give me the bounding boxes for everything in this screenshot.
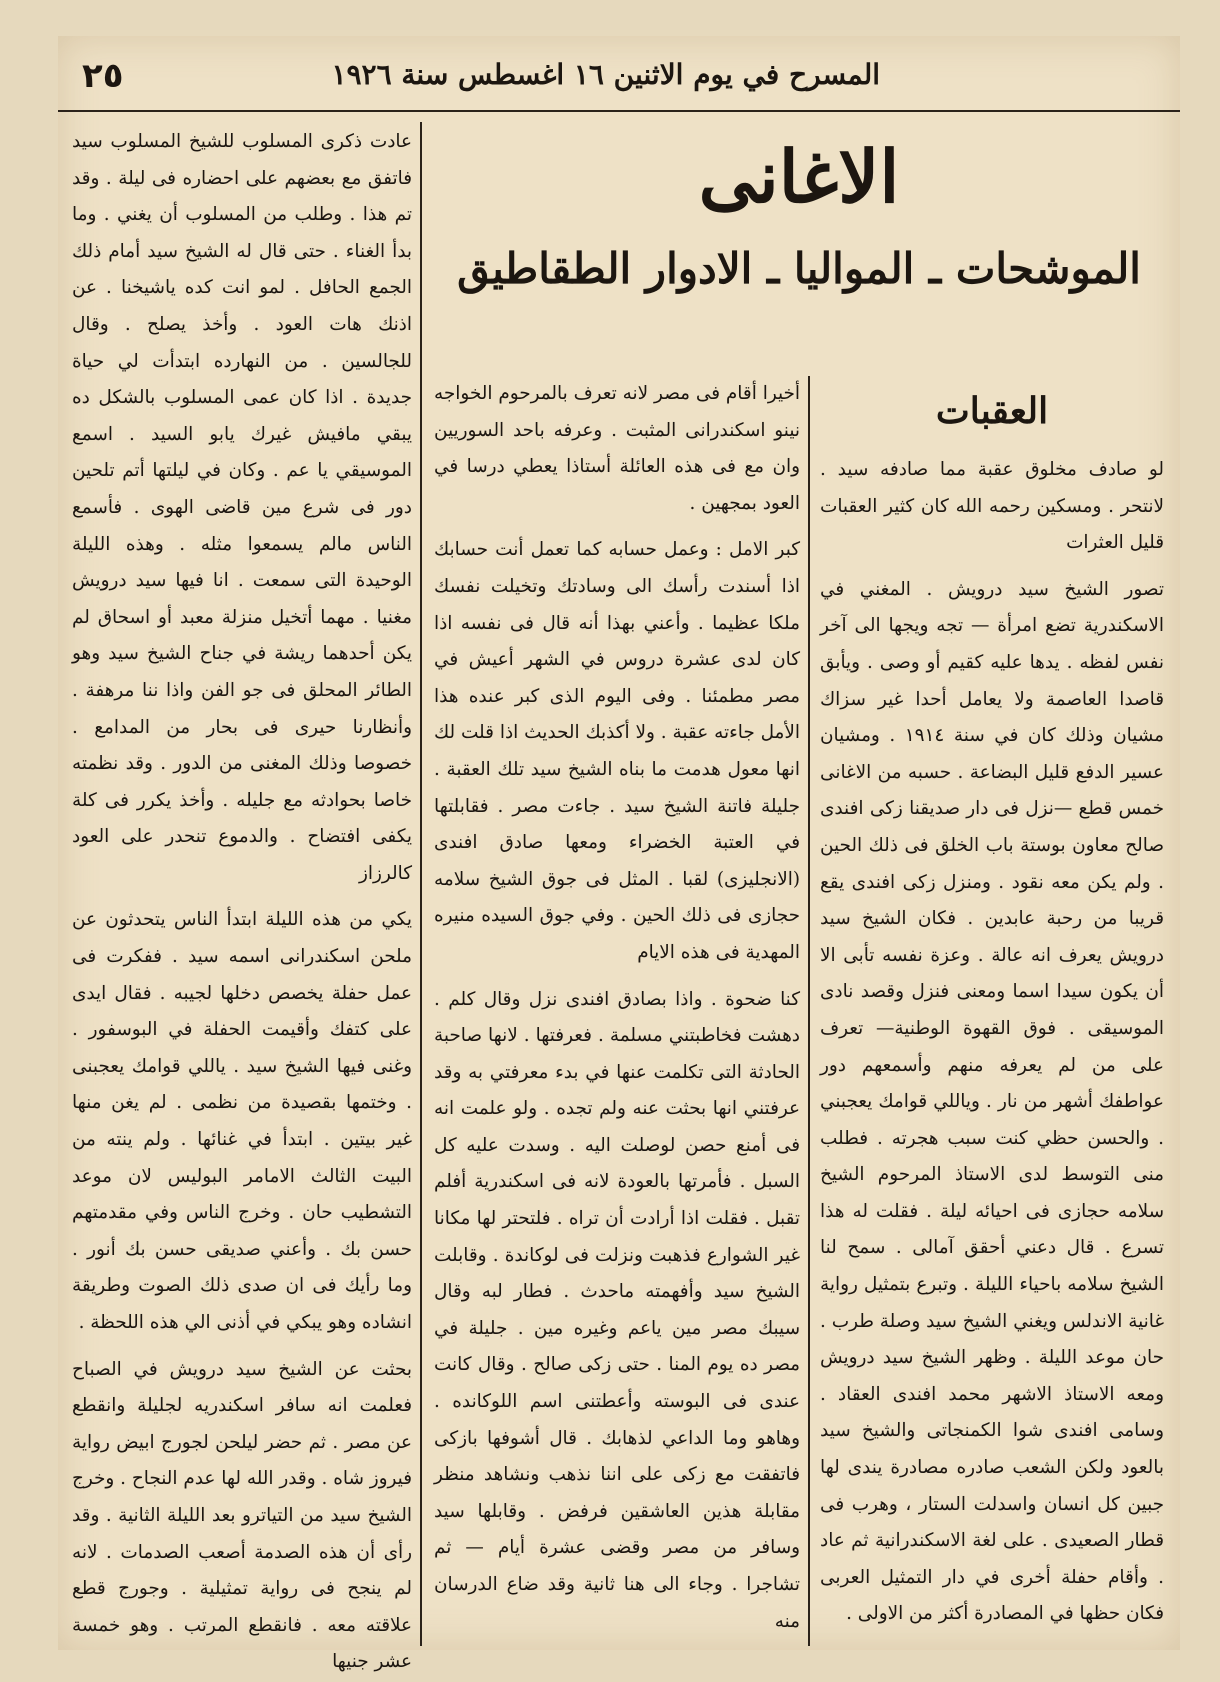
column-divider [808, 376, 810, 1646]
running-head: المسرح في يوم الاثنين ١٦ اغسطس سنة ١٩٢٦ [331, 58, 880, 91]
page-number: ٢٥ [82, 56, 124, 96]
section-heading: العقبات [935, 390, 1049, 432]
paragraph: كنا ضحوة . واذا بصادق افندى نزل وقال كلم . دهشت فخاطبتني مسلمة . فعرفتها . لانها صاحبة الحادثة التى تكلمت عنها في بدء معرفتي به وقد عرفتني انها بحثت عنه ولم تجده . ولو علمت انه فى أمنع حصن لوصلت اليه . وسدت عليه كل السبل . فأمرتها بالعودة لانه فى اسكندرية أفلم تقبل . فقلت اذا أرادت أن تراه . فلتحتر لها مكانا غير الشوارع فذهبت ونزلت فى لوكاندة . وقابلت الشيخ سيد وأفهمته ماحدث . فطار لبه وقال سيبك مصر مين ياعم وغيره مين . جليلة في مصر ده يوم المنا . حتى زكى صالح . وقال كانت عندى فى البوسته وأعطتنى اسم اللوكانده . وهاهو وما الداعي لذهابك . قال أشوفها بازكى فاتفقت مع زكى على اننا نذهب ونشاهد منظر مقابلة هذين العاشقين فرفض . وقابلها سيد وسافر من مصر وقضى عشرة أيام — ثم تشاجرا . وجاء الى هنا ثانية وقد ضاع الدرسان منه [434, 988, 800, 1632]
paragraph: عادت ذكرى المسلوب للشيخ المسلوب سيد فاتفق مع بعضهم على احضاره فى ليلة . وقد تم هذا . وطلب من المسلوب أن يغني . وما بدأ الغناء . حتى قال له الشيخ سيد أمام ذلك الجمع الحافل . لمو انت كده ياشيخنا . عن اذنك هات العود . وأخذ يصلح . وقال للجالسين . من النهارده ابتدأت لي حياة جديدة . اذا كان عمى المسلوب بالشكل ده يبقي مافيش غيرك يابو السيد . اسمع الموسيقي يا عم . وكان في ليلتها أتم تلحين دور فى شرع مين قاضى الهوى . فأسمع الناس مالم يسمعوا مثله . وهذه الليلة الوحيدة التى سمعت . انا فيها سيد درويش مغنيا . مهما أتخيل منزلة معبد أو اسحاق لم يكن أحدهما ريشة في جناح الشيخ سيد وهو الطائر المحلق فى جو الفن واذا ننا مرهفة . وأنظارنا حيرى فى بحار من المدامع . خصوصا وذلك المغنى من الدور . وقد نظمته خاصا بحوادثه مع جليله . وأخذ يكرر فى كلة يكفى افتضاح . والدموع تنحدر على العود كالرزاز [72, 131, 412, 884]
article-title: الاغانى [698, 134, 900, 219]
paragraph: كبر الامل : وعمل حسابه كما تعمل أنت حسابك اذا أسندت رأسك الى وسادتك وتخيلت نفسك ملكا عظيما . وأعني بهذا أنه قال فى نفسه اذا كان لدى عشرة دروس في الشهر أعيش في مصر مطمئنا . وفى اليوم الذى كبر عنده هذا الأمل جاءته عقبة . ولا أكذبك الحديث اذا قلت لك انها معول هدمت ما بناه الشيخ سيد تلك العقبة . جليلة فاتنة الشيخ سيد . جاءت مصر . فقابلتها في العتبة الخضراء ومعها صادق افندى (الانجليزى) لقبا . المثل فى جوق الشيخ سلامه حجازى فى ذلك الحين . وفي جوق السيده منيره المهدية فى هذه الايام [434, 539, 800, 963]
paragraph: أخيرا أقام فى مصر لانه تعرف بالمرحوم الخواجه نينو اسكندرانى المثبت . وعرفه باحد السوريين وان مع فى هذه العائلة أستاذا يعطي درسا في العود بمجهين . [434, 383, 800, 514]
paragraph: تصور الشيخ سيد درويش . المغني في الاسكندرية تضع امرأة — تجه ويجها الى آخر نفس لفظه . يدها عليه كقيم أو وصى . ويأبق قاصدا العاصمة ولا يعامل أحدا غير سزاك مشيان وذلك كان في سنة ١٩١٤ . ومشيان عسير الدفع قليل البضاعة . حسبه من الاغانى خمس قطع —نزل فى دار صديقنا زكى افندى صالح معاون بوستة باب الخلق فى ذلك الحين . ولم يكن معه نقود . ومنزل زكى افندى يقع قريبا من رحبة عابدين . فكان الشيخ سيد درويش يعرف انه عالة . وعزة نفسه تأبى الا أن يكون سيدا اسما ومعنى فنزل وقصد نادى الموسيقى . فوق القهوة الوطنية— تعرف على من لم يعرفه منهم وأسمعهم دور عواطفك أشهر من نار . وياللي قوامك يعجبني . والحسن حظي كنت سبب هجرته . فطلب منى التوسط لدى الاستاذ المرحوم الشيخ سلامه حجازى فى احيائه ليلة . فقلت له هذا تسرع . قال دعني أحقق آمالى . سمح لنا الشيخ سلامه باحياء الليلة . وتبرع بتمثيل رواية غانية الاندلس ويغني الشيخ سيد وصلة طرب . حان موعد الليلة . وظهر الشيخ سيد درويش ومعه الاستاذ الاشهر محمد افندى العقاد . وسامى افندى شوا الكمنجاتى والشيخ سيد بالعود ولكن الشعب صادره مصادرة يندى لها جبين كل انسان واسدلت الستار ، وهرب فى قطار الصعيدى . على لغة الاسكندرانية ثم عاد . وأقام حفلة أخرى في دار التمثيل العربى فكان حظها في المصادرة أكثر من الاولى . [820, 578, 1165, 1625]
right-column [820, 376, 1164, 1636]
paragraph: لو صادف مخلوق عقبة مما صادفه سيد . لانتحر . ومسكين رحمه الله كان كثير العقبات قليل العثرات [820, 459, 1164, 554]
newspaper-page [58, 36, 1180, 1673]
paragraph: يكي من هذه الليلة ابتدأ الناس يتحدثون عن ملحن اسكندرانى اسمه سيد . ففكرت فى عمل حفلة يخصص دخلها لجيبه . فقال ايدى على كتفك وأقيمت الحفلة في البوسفور . وغنى فيها الشيخ سيد . ياللي قوامك يعجبنى . وختمها بقصيدة من نظمى . لم يغن منها غير بيتين . ابتدأ في غنائها . ولم ينته من البيت الثالث الامامر البوليس لان موعد التشطيب حان . وخرج الناس وفي مقدمتهم حسن بك . وأعني صديقى حسن بك أنور . وما رأيك فى ان صدى ذلك الصوت وطريقة انشاده وهو يبكي في أذنى الي هذه اللحظة . [72, 909, 412, 1333]
column-divider [420, 122, 422, 1646]
paragraph: بحثت عن الشيخ سيد درويش في الصباح فعلمت انه سافر اسكندريه لجليلة وانقطع عن مصر . ثم حضر ليلحن لجورج ابيض رواية فيروز شاه . وقدر الله لها عدم النجاح . وخرج الشيخ سيد من التياترو بعد الليلة الثانية . وقد رأى أن هذه الصدمة أصعب الصدمات . لانه لم ينجح فى رواية تمثيلية . وجورج قطع علاقته معه . فانقطع المرتب . وهو خمسة عشر جنيها [72, 1358, 412, 1673]
middle-column [434, 376, 800, 1636]
left-column [72, 124, 412, 1673]
article-subtitle: الموشحات ـ المواليا ـ الادوار الطقاطيق [457, 244, 1141, 293]
page-header [58, 36, 1180, 112]
